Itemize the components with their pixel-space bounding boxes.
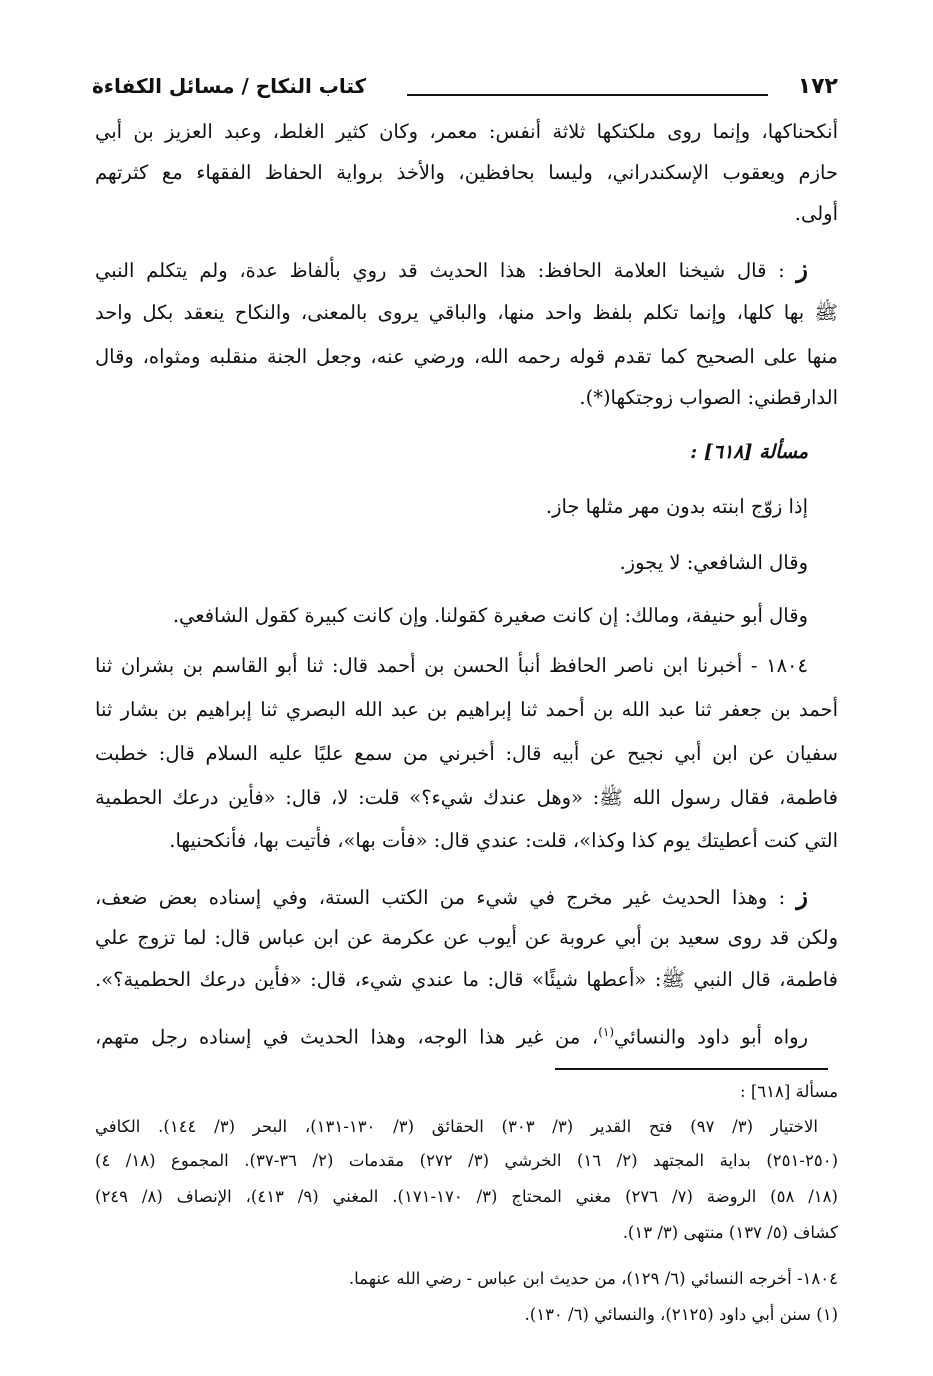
- text-line: ولكن قد روى سعيد بن أبي عروبة عن أيوب عن عكرمة عن ابن عباس قال: لما تزوج علي: [95, 926, 838, 949]
- text-line: أنكحناكها، وإنما روى ملكتكها ثلاثة أنفس: معمر، وكان كثير الغلط، وعبد العزيز بن أبي: [95, 120, 838, 143]
- footnote-rule: [555, 1068, 828, 1070]
- page-header: [92, 74, 838, 110]
- text-line: حازم ويعقوب الإسكندراني، وليسا بحافظين، والأخذ برواية الحفاظ الفقهاء مع كثرتهم: [95, 161, 838, 184]
- zay-marker: ز: [796, 254, 808, 283]
- hadith-line: فاطمة، فقال رسول الله ﷺ: «وهل عندك شيء؟» قلت: لا، قال: «فأين درعك الحطمية: [95, 786, 838, 809]
- text-line: منها على الصحيح كما تقدم قوله رحمه الله، ورضي عنه، وجعل الجنة منقلبه ومثواه، وقال: [95, 345, 838, 368]
- footnote-line: (١٨/ ٥٨) الروضة (٧/ ٢٧٦) مغني المحتاج (٣/ ١٧٠-١٧١). المغني (٩/ ٤١٣)، الإنصاف (٨/ ٢٤٩): [95, 1187, 838, 1206]
- hadith-line: التي كنت أعطيتك يوم كذا وكذا»، قلت: عندي قال: «فأت بها»، فأتيت بها، فأنكحنيها.: [169, 829, 838, 852]
- hadith-line: ١٨٠٤ - أخبرنا ابن ناصر الحافظ أنبأ الحسن بن أحمد قال: ثنا أبو القاسم بن بشران ثنا: [95, 654, 808, 677]
- footnote-line: كشاف (٥/ ١٣٧) منتهى (٣/ ١٣).: [622, 1223, 838, 1242]
- hadith-line: أحمد بن جعفر ثنا عبد الله بن أحمد ثنا إبراهيم بن عبد الله البصري ثنا إبراهيم بن بشار ثنا: [95, 698, 838, 721]
- footnote-ref: (١): [598, 1025, 615, 1039]
- text-line: فاطمة، قال النبي ﷺ: «أعطها شيئًا» قال: ما عندي شيء، قال: «فأين درعك الحطمية؟».: [95, 968, 838, 991]
- text-line: أولى.: [794, 202, 838, 225]
- footnote-line: ١٨٠٤- أخرجه النسائي (٦/ ١٢٩)، من حديث ابن عباس - رضي الله عنهما.: [348, 1269, 838, 1288]
- page-number: ١٧٢: [797, 74, 838, 99]
- text-line: ز : وهذا الحديث غير مخرج في شيء من الكتب الستة، وفي إسناده بعض ضعف،: [95, 881, 808, 910]
- text-line: ز : قال شيخنا العلامة الحافظ: هذا الحديث قد روي بألفاظ عدة، ولم يتكلم النبي: [95, 254, 808, 283]
- hadith-line: سفيان عن ابن أبي نجيح عن أبيه قال: أخبرني من سمع عليًا عليه السلام قال: خطبت: [95, 742, 838, 765]
- footnote-line: (٢٥٠-٢٥١) بداية المجتهد (٢/ ١٦) الخرشي (٣/ ٢٧٢) مقدمات (٢/ ٣٦-٣٧). المجموع (١٨/ ٤): [95, 1151, 838, 1170]
- text-line: ﷺ بها كلها، وإنما تكلم بلفظ واحد منها، والباقي يروى بالمعنى، والنكاح ينعقد بكل واحد: [95, 301, 838, 324]
- text-line: رواه أبو داود والنسائي$^{(١)}$، من غير هذا الوجه، وهذا الحديث في إسناده رجل متهم،: [95, 1025, 808, 1049]
- masala-heading: مسألة [٦١٨] :: [690, 441, 808, 463]
- footnote-label: مسألة [٦١٨] :: [740, 1082, 838, 1101]
- text-line: إذا زوّج ابنته بدون مهر مثلها جاز.: [545, 495, 808, 518]
- text-line: وقال الشافعي: لا يجوز.: [619, 551, 808, 574]
- header-rule: [407, 94, 768, 96]
- running-title: كتاب النكاح / مسائل الكفاءة: [92, 74, 367, 98]
- text-line: وقال أبو حنيفة، ومالك: إن كانت صغيرة كقولنا. وإن كانت كبيرة كقول الشافعي.: [172, 604, 808, 627]
- text-line: الدارقطني: الصواب زوجتكها(*).: [579, 386, 838, 409]
- footnote-line: الاختيار (٣/ ٩٧) فتح القدير (٣/ ٣٠٣) الحقائق (٣/ ١٣٠-١٣١)، البحر (٣/ ١٤٤). الكافي: [95, 1117, 818, 1136]
- footnote-line: (١) سنن أبي داود (٢١٢٥)، والنسائي (٦/ ١٣٠).: [524, 1305, 838, 1324]
- zay-marker: ز: [796, 881, 808, 910]
